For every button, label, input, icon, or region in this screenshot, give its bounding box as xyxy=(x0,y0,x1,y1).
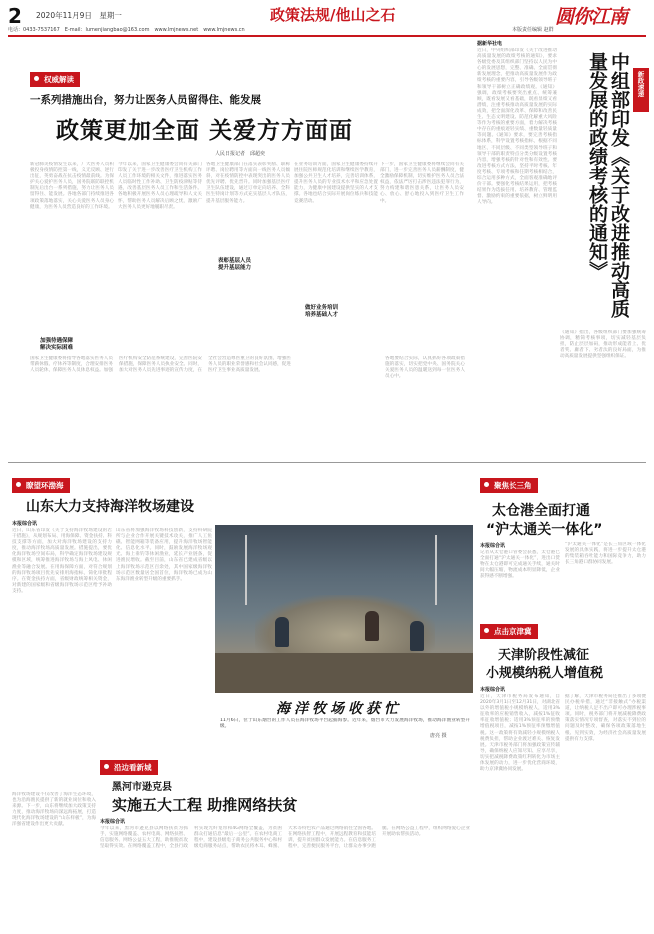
photo-worker xyxy=(275,617,289,647)
section-tag-northeast: 沿边看新城 xyxy=(100,760,158,775)
newsflash-headline: 中组部印发《关于改进推动高质量发展的政绩考核的通知》 xyxy=(586,52,630,318)
yangtze-source: 本报综合讯 xyxy=(480,543,506,549)
yangtze-headline-2: “沪太通关一体化” xyxy=(486,522,603,538)
photo-caption-title: 海洋牧场收获忙 xyxy=(276,701,402,717)
newspaper-logo: 圆你江南 xyxy=(555,6,628,28)
newsflash-body-2: 《通知》指出，各级组织部门要加强统筹协调，精简考核事项，切实减轻基层负担，防止层层加码，推动形成能者上、优者奖、庸者下、劣者汰的良好局面，为推动高质量发展提供坚强组织保证。 xyxy=(560,330,646,360)
bohai-source: 本报综合讯 xyxy=(12,521,38,527)
bohai-body-3: 海洋牧场建设不仅改善了海洋生态环境，也为沿海渔民提供了新的就业岗位和收入来源。下一步，山东将继续加大政策支持力度，推动海洋牧场向深远海拓展，打造现代化海洋牧场建设的“山东样板”，为海洋强省建设作出更大贡献。 xyxy=(12,792,96,828)
subhead-commend: 表彰基层人员 提升基层能力 xyxy=(218,258,252,271)
photo-caption: 11月6日，位于山东烟台的工作人员在海洋牧场平台起捕海参。近年来，烟台市大力发展海洋牧场，推动海洋渔业转型升级。 xyxy=(220,718,470,730)
northeast-body: 今年以来，黑河市逊克县以网络扶贫为抓手，实施网络覆盖、农村电商、网络扶智、信息服务、网络公益五大工程，助推脱贫攻坚取得实效。在网络覆盖工程中，全县行政村实现光纤宽带和4G网络全覆盖，为贫困群众打通信息“最后一公里”。在农村电商工程中，建设县级电子商务公共服务中心和村级电商服务站点，帮助农民将木耳、蜂蜜、大米等特色农产品通过网络销往全国各地。在网络扶智工程中，开展远程教育和技能培训，提升贫困群众发展能力。在信息服务工程中，完善便民服务平台，让群众办事少跑腿。在网络公益工程中，组织网络爱心企业开展助农帮扶活动。 xyxy=(100,826,470,850)
article-headline: 政策更加全面 关爱方方面面 xyxy=(56,118,354,144)
body-column-2: 今年以来，国家卫生健康委会同有关部门印发了关于进一步改善医疗卫生机构工作人员工作环境的相关文件，推进落实医务人员临时性工作补助、卫生防疫津贴等待遇，改善基层医务人员工作和生活条件。各地积极开展医务人员心理疏导和人文关怀，帮助医务人员解决后顾之忧，激励广大医务人员更好地履职尽责。 xyxy=(118,162,202,210)
sea-ranch-photo xyxy=(215,525,473,693)
photo-mast xyxy=(245,535,247,605)
article-byline: 人民日报记者 邱超奕 xyxy=(215,151,266,157)
beijing-body-2: 据了解，天津市税务局还推出了多项便民办税举措，通过“非接触式”办税渠道，让纳税人足不出户即可办理涉税事项。同时，税务部门将开展减税降费政策落实情况专项督查，对落实不到位的问题及时整改，确保各项政策落地生根、见到实效，为经济社会高质量发展提供有力支撑。 xyxy=(565,694,646,742)
body-column-3: 各地卫生健康部门在落实表彰奖励、职称评聘、岗位聘用等方面向一线医务人员倾斜，对在疫情防控中表现突出的医务人员优先评聘、优先晋升。同时加强基层医疗卫生队伍建设，通过订单定向培养、全科医生特岗计划等方式充实基层人才队伍，提升基层服务能力。 xyxy=(206,162,290,204)
editor-credit: 本版责任编辑 赵群 xyxy=(512,27,554,33)
photo-worker xyxy=(410,621,424,651)
newsflash-tag-label: 新政速递 xyxy=(636,71,645,97)
beijing-body-1: 近日，天津市税务局发布通知，自2020年3月1日至12月31日，对湖北省以外的增值税小规模纳税人，适用3%征收率的应税销售收入，减按1%征收率征收增值税；适用3%预征率的预缴增值税项目，减按1%预征率预缴增值税。这一政策将有效减轻小规模纳税人税费负担，帮助企业渡过难关、恢复发展。天津市税务部门将加强政策宣传辅导，确保纳税人应知尽知、应享尽享，切实把减税降费政策红利转化为市场主体发展的动力，进一步优化营商环境，助力京津冀协同发展。 xyxy=(480,694,560,773)
subhead-treatment: 加强待遇保障 解决实际困难 xyxy=(40,338,74,351)
beijing-source: 本报综合讯 xyxy=(480,687,506,693)
yangtze-body-2: “沪太通关一体化”是长三角区域一体化发展的具体实践，将进一步提升太仓港的集装箱吞吐能力和国际竞争力，助力长三角港口群协同发展。 xyxy=(565,542,646,566)
bohai-headline: 山东大力支持海洋牧场建设 xyxy=(26,499,194,515)
body-continued-right: 各地要结合实际，认真抓好各项政策措施的落实，切实把党中央、国务院关心关爱医务人员的温暖送到每一位医务人员心中。 xyxy=(385,356,465,380)
section-tag-beijing: 点击京津冀 xyxy=(480,624,538,639)
issue-date: 2020年11月9日 星期一 xyxy=(36,11,122,20)
northeast-subhead: 黑河市逊克县 xyxy=(112,782,172,793)
body-column-1: 新冠肺炎疫情发生以来，广大医务人员积极投身疫情防控第一线，义无反顾、逆行出征，英勇奋战在抗击疫情最前线。为保护关心爱护医务人员，国务院联防联控机制先后出台一系列措施，努力让医务人员留得住、能发展。各地各部门持续推进各项政策落地落实，关心关爱医务人员身心健康，为医务人员营造良好的工作环境。 xyxy=(30,162,114,210)
body-column-5: 下一步，国家卫生健康委将继续会同有关部门，进一步完善医务人员薪酬制度，健全激励保障机制，切实维护医务人员合法权益，依法严厉打击涉医违法犯罪行为，努力构建和谐医患关系，让医务人员安心、放心、舒心地投入到医疗卫生工作中。 xyxy=(380,162,464,204)
body-column-4: 在业务培训方面，国家卫生健康委持续开展住院医师规范化培训和继续医学教育，加强公共卫生人才培养，完善培训体系，提升医务人员的专业技术水平和应急处置能力，为健康中国建设提供坚实的人才支撑。各地也结合实际开展岗位练兵和技能竞赛活动。 xyxy=(294,162,378,204)
header-rule xyxy=(8,35,646,37)
yangtze-headline-1: 太仓港全面打通 xyxy=(492,503,590,519)
bohai-body-2: 山东省将加强海洋牧场科技创新，支持科研院所与企业合作开展关键技术攻关，推广人工鱼礁、智能网箱等装备应用，提升海洋牧场智能化、信息化水平。同时，鼓励发展海洋牧场观光、海上垂钓等休闲渔业，延长产业链条，促进渔民增收。截至目前，山东省已建成省级以上海洋牧场示范区百余处，其中国家级海洋牧场示范区数量居全国首位，海洋牧场已成为山东海洋渔业转型升级的重要抓手。 xyxy=(116,528,212,582)
newsflash-source: 据新华社电 xyxy=(477,41,503,47)
section-tag-newsflash xyxy=(633,68,649,112)
contact-line: 电话：0433-7537167 E-mail：lumenjiangbao@163.com www.lmjnews.net www.lmjnews.cn xyxy=(8,27,245,33)
article-kicker: 一系列措施出台，努力让医务人员留得住、能发展 xyxy=(30,94,261,106)
photo-worker xyxy=(365,611,379,641)
newsflash-body-1: 近日，中央组织部印发《关于改进推动高质量发展的政绩考核的通知》，要求各级党委及其组织部门坚持以人民为中心的发展思想，完整、准确、全面贯彻新发展理念，把推动高质量发展作为政绩考核的重要内容，引导各级领导班子和领导干部树立正确政绩观。《通知》强调，政绩考核要突出重点、统筹兼顾，既看发展又看基础，既看显绩又看潜绩，注重考核推动高质量发展的实际成效，把全面深化改革、保障和改善民生、生态文明建设、防范化解重大风险等作为考核的重要方面，着力解决考核中存在的重痕迹轻实绩、重数量轻质量等问题。《通知》要求，要完善考核指标体系，科学设置考核指标，根据不同地区、不同层级、不同类型领导班子和领导干部的职责特点分类分级设置考核内容，增强考核的针对性和有效性。要改进考核方式方法，坚持平时考核、年度考核、专项考核和任期考核相结合，综合运用多种方式，全面客观准确地评价干部。要强化考核结果运用，把考核结果作为选拔任用、培养教育、管理监督、激励约束的重要依据，树立鲜明用人导向。 xyxy=(477,48,557,206)
beijing-headline-2: 小规模纳税人增值税 xyxy=(486,666,604,681)
section-tag-bohai: 瞭望环渤海 xyxy=(12,478,70,493)
yangtze-body-1: 记者从太仓港口管委会获悉，太仓港已全面打通“沪太通关一体化”，进出口货物在太仓港即可完成通关手续，通关时间大幅压缩，物流成本明显降低，企业获得感不断增强。 xyxy=(480,550,560,580)
photo-credit: 唐亮 摄 xyxy=(430,733,447,739)
section-title: 政策法规/他山之石 xyxy=(270,6,396,24)
photo-deck xyxy=(215,653,473,693)
body-continued: 国家卫生健康委将指导各地落实医务人员带薪休假、疗休养等制度，合理安排医务人员轮休，保障医务人员休息权益。加强医疗机构安全防范系统建设，完善医院安保措施，保障医务人员执业安全。同时，加大对医务人员先进事迹的宣传力度，在全社会营造尊医重卫的良好氛围，增强医务人员的职业荣誉感和社会认同感，促进医疗卫生事业高质量发展。 xyxy=(30,356,291,374)
section-tag-yangtze: 聚焦长三角 xyxy=(480,478,538,493)
section-divider xyxy=(8,462,646,463)
photo-mast xyxy=(435,535,437,605)
bohai-body-1: 近日，山东省印发《关于支持海洋牧场建设的若干措施》，从规划布局、用海保障、资金扶持、科技支撑等方面，加大对海洋牧场建设的支持力度，推动海洋牧场高质量发展。措施提出，要优化海洋牧场空间布局，科学确定海洋牧场建设规模和区域，统筹推进海洋牧场与海上风电、休闲渔业等融合发展。在用海保障方面，对符合规划的海洋牧场项目优先安排用海指标，简化审批程序。在资金扶持方面，省级财政统筹相关资金，对新建的国家级和省级海洋牧场示范区给予补助支持。 xyxy=(12,528,112,594)
northeast-headline: 实施五大工程 助推网络扶贫 xyxy=(112,796,298,814)
section-tag-interpretation: 权威解读 xyxy=(30,72,80,87)
beijing-headline-1: 天津阶段性减征 xyxy=(498,648,590,663)
northeast-source: 本报综合讯 xyxy=(100,819,126,825)
subhead-training: 做好业务培训 培养基础人才 xyxy=(305,305,339,318)
page-number: 2 xyxy=(8,4,22,28)
